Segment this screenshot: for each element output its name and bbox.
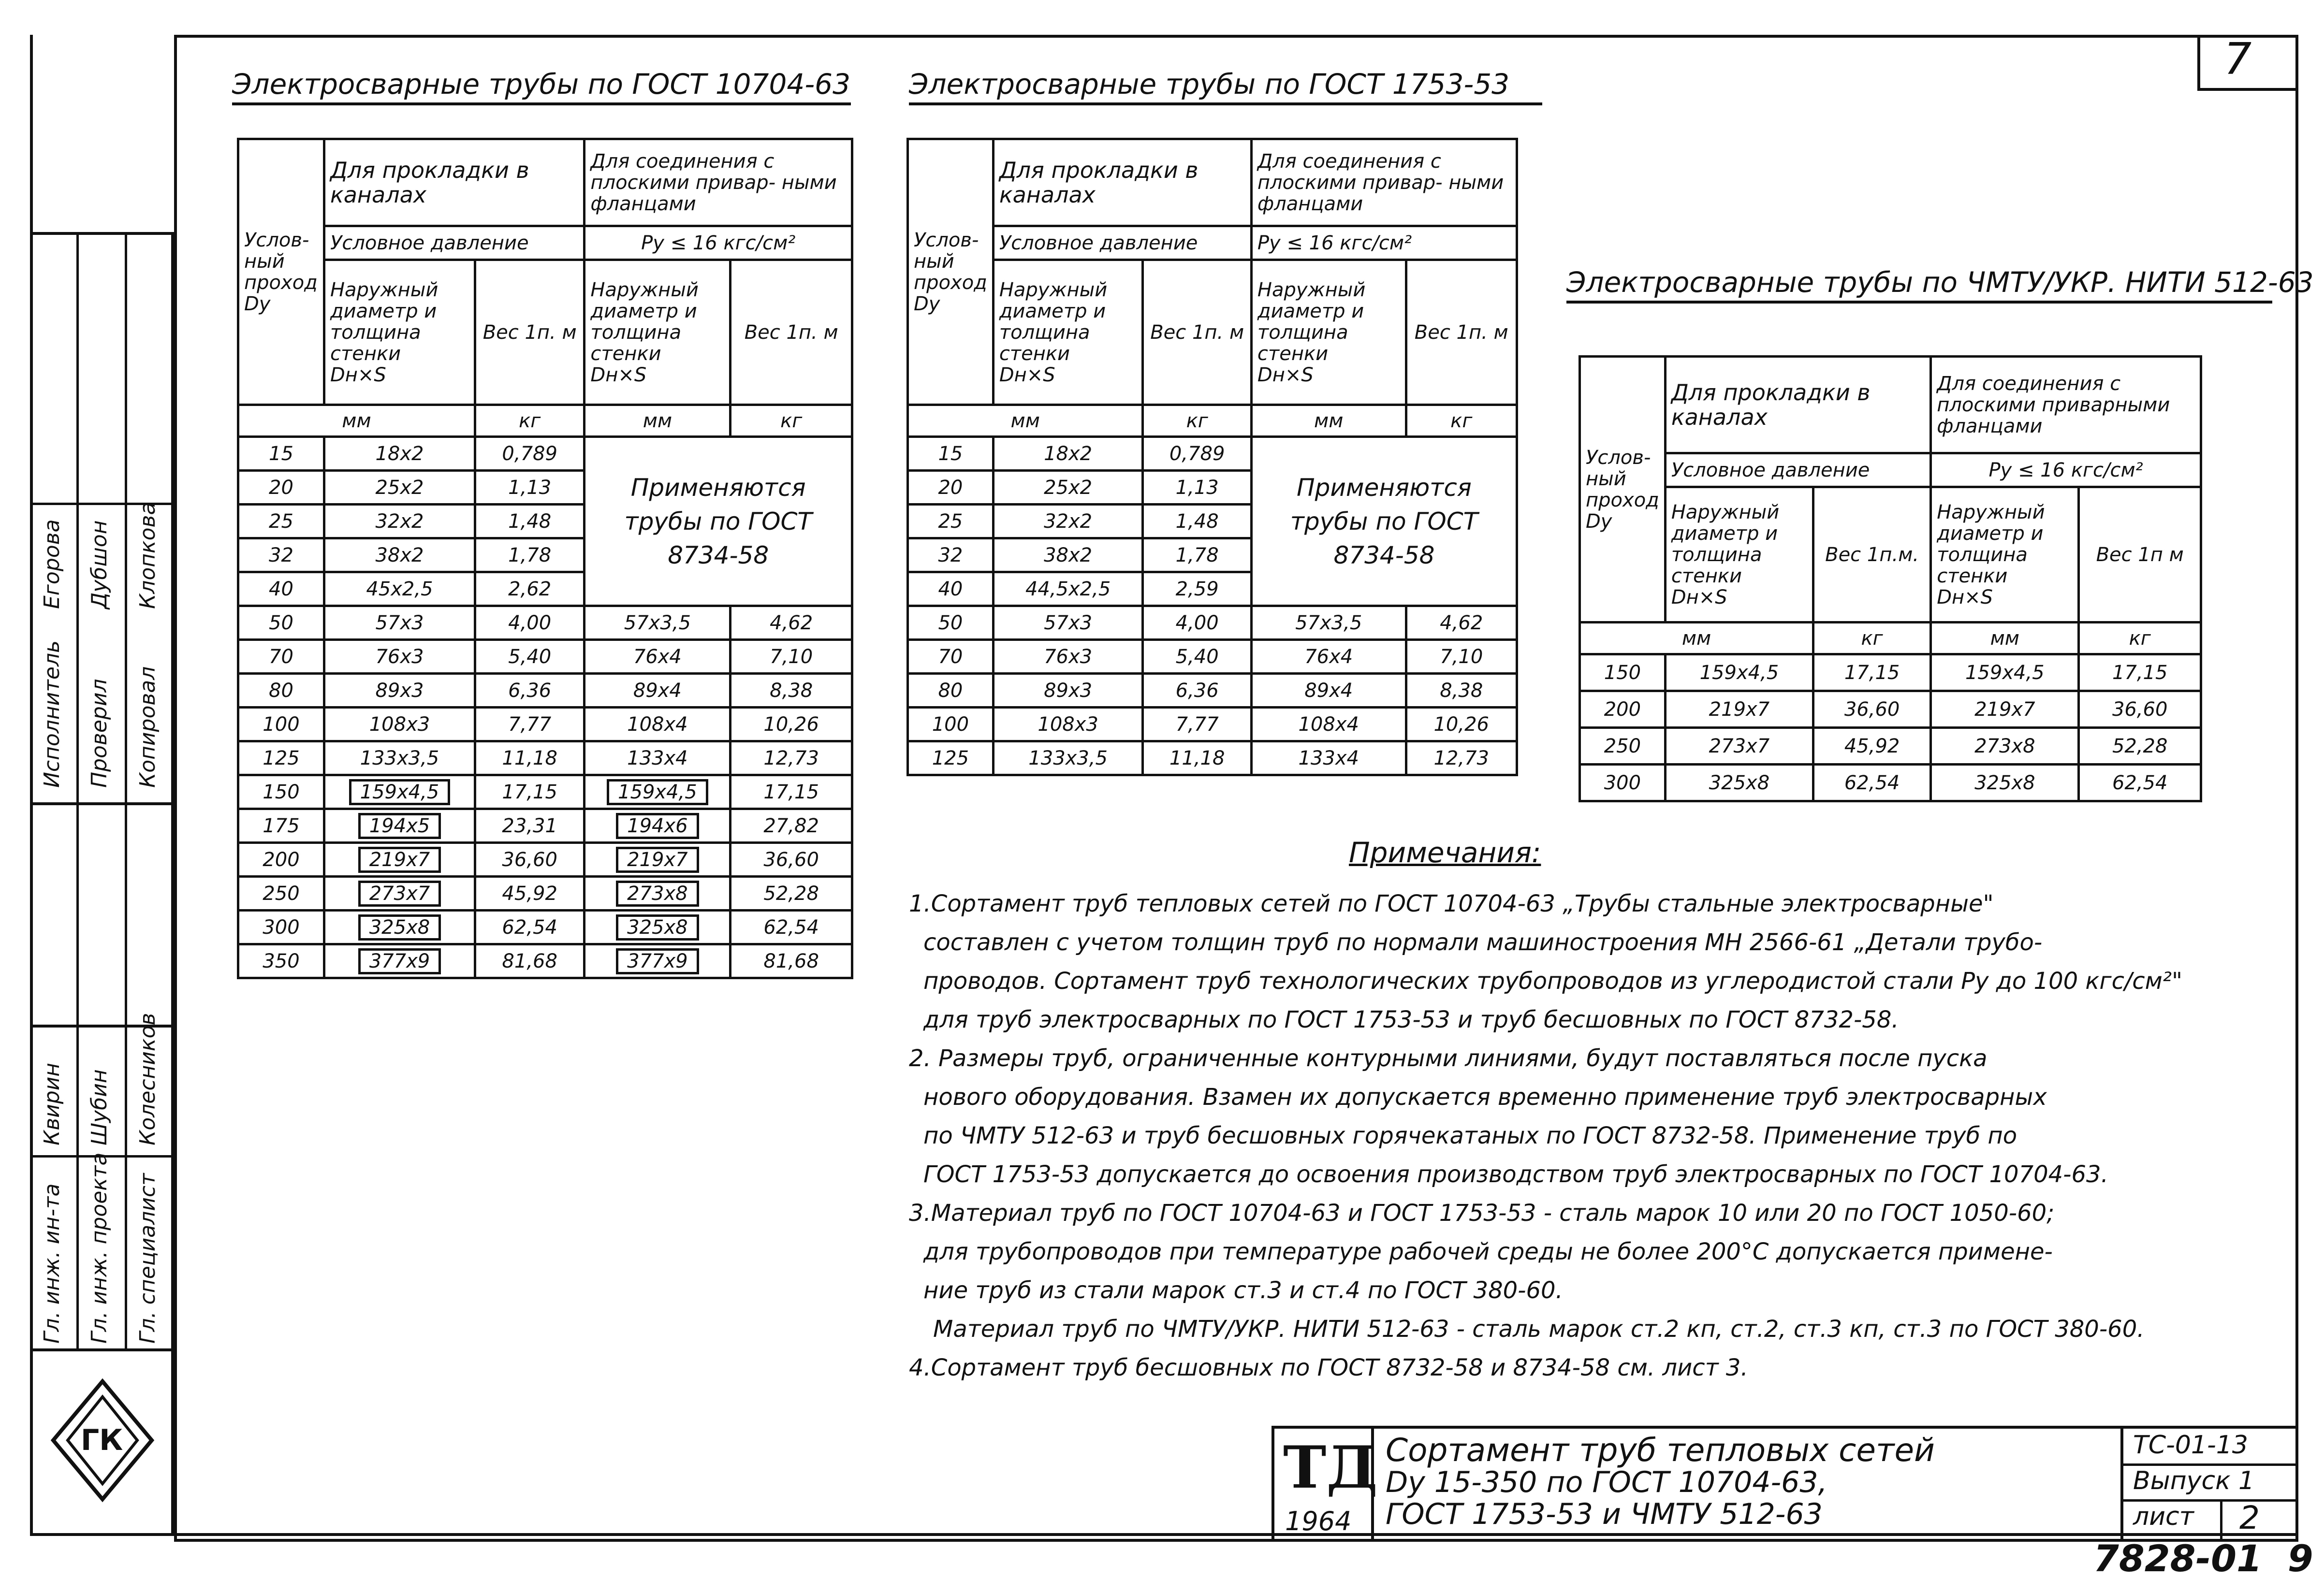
table1-cell: 1,13 bbox=[475, 471, 584, 505]
table3-cell: 200 bbox=[1580, 691, 1666, 728]
note-line: нового оборудования. Взамен их допускается временно применение труб электросварных bbox=[923, 1084, 2047, 1111]
note-line: по ЧМТУ 512-63 и труб бесшовных горячекатаных по ГОСТ 8732-58. Применение труб по bbox=[923, 1122, 2017, 1149]
table3-cell: 219x7 bbox=[1665, 691, 1813, 728]
note-line: 1.Сортамент труб тепловых сетей по ГОСТ 10704-63 „Трубы стальные электросварные" bbox=[909, 890, 1994, 917]
role-copied: Копировал bbox=[135, 666, 160, 788]
table1-row bbox=[238, 843, 852, 877]
table3-cell: 62,54 bbox=[1813, 765, 1931, 801]
table1-row bbox=[238, 640, 852, 674]
table1-cell: 2,62 bbox=[475, 572, 584, 606]
table2-row bbox=[908, 640, 1517, 674]
t2-h-weight2: Вес 1п. м bbox=[1406, 260, 1517, 405]
table1-cell bbox=[324, 944, 475, 978]
name-kolesnikov: Колесников bbox=[135, 1013, 160, 1145]
title-logo: ТД bbox=[1283, 1434, 1378, 1502]
table1-cell bbox=[324, 775, 475, 809]
t2-h-diam2 bbox=[1251, 260, 1406, 405]
table2-cell: 44,5x2,5 bbox=[993, 572, 1143, 606]
notes-block bbox=[909, 884, 2182, 1387]
title-right-cell bbox=[2120, 1429, 2298, 1539]
table1-cell bbox=[585, 843, 731, 877]
table1-cell: 200 bbox=[238, 843, 324, 877]
table2-cell: 70 bbox=[908, 640, 994, 674]
table1-row bbox=[238, 944, 852, 978]
table2-cell: 133x3,5 bbox=[993, 741, 1143, 775]
table2-cell: 18x2 bbox=[993, 437, 1143, 471]
t1-h-flanges: Для соединения с плоскими привар- ными фланцами bbox=[585, 139, 852, 226]
table1-cell: 23,31 bbox=[475, 809, 584, 843]
table1-row bbox=[238, 437, 852, 471]
name-shubin: Шубин bbox=[87, 1069, 112, 1145]
table1-boxed-value: 194x6 bbox=[616, 813, 699, 839]
table1-boxed-value: 159x4,5 bbox=[607, 779, 708, 805]
table1-cell: 57x3 bbox=[324, 606, 475, 640]
table3-cell: 159x4,5 bbox=[1931, 654, 2079, 691]
table2-cell: 11,18 bbox=[1143, 741, 1251, 775]
table1-cell: 133x4 bbox=[585, 741, 731, 775]
t3-h-diam2-text: Наружный диаметр и толщина стенки bbox=[1937, 501, 2045, 587]
table1-cell: 4,62 bbox=[731, 606, 852, 640]
sidebar-col2 bbox=[125, 232, 127, 1348]
table2-row bbox=[908, 606, 1517, 640]
table2-cell: 89x4 bbox=[1251, 674, 1406, 708]
page-number: 7 bbox=[2224, 34, 2252, 85]
table1-row bbox=[238, 606, 852, 640]
table1-row bbox=[238, 674, 852, 708]
table2-cell: 32x2 bbox=[993, 505, 1143, 538]
note-line: проводов. Сортамент труб технологических трубопроводов из углеродистой стали Py до 100 кгс/см²" bbox=[923, 968, 2183, 995]
table2-cell: 57x3 bbox=[993, 606, 1143, 640]
t2-h-pressure-label: Условное давление bbox=[993, 226, 1251, 260]
sidebar-col1 bbox=[76, 232, 79, 1348]
table2-row bbox=[908, 708, 1517, 741]
t3-h-channels: Для прокладки в каналах bbox=[1665, 357, 1930, 453]
table1-boxed-value: 273x7 bbox=[358, 881, 441, 907]
name-egorova: Егорова bbox=[40, 519, 64, 609]
table1-cell: 45,92 bbox=[475, 877, 584, 911]
table2-cell: 108x3 bbox=[993, 708, 1143, 741]
note-line: 2. Размеры труб, ограниченные контурными линиями, будут поставляться после пуска bbox=[909, 1045, 1988, 1072]
t3-h-pressure-label: Условное давление bbox=[1665, 453, 1930, 487]
note-line: 3.Материал труб по ГОСТ 10704-63 и ГОСТ 1753-53 - сталь марок 10 или 20 по ГОСТ 1050-60; bbox=[909, 1200, 2055, 1227]
note-line: составлен с учетом толщин труб по нормали машиностроения МН 2566-61 „Детали трубо- bbox=[923, 929, 2043, 956]
title-sheet-num: 2 bbox=[2239, 1499, 2260, 1536]
t2-h-weight: Вес 1п. м bbox=[1143, 260, 1251, 405]
t1-unit-kg: кг bbox=[475, 405, 584, 437]
table1-cell: 100 bbox=[238, 708, 324, 741]
table2-cell: 57x3,5 bbox=[1251, 606, 1406, 640]
t2-h-flanges: Для соединения с плоскими привар- ными фланцами bbox=[1251, 139, 1517, 226]
table1-boxed-value: 325x8 bbox=[616, 914, 699, 941]
name-klopkova: Клопкова bbox=[135, 502, 160, 609]
table1-cell: 7,10 bbox=[731, 640, 852, 674]
table2-cell: 1,13 bbox=[1143, 471, 1251, 505]
table1-cell: 6,36 bbox=[475, 674, 584, 708]
t1-h-dy: Услов- ный проход Dy bbox=[238, 139, 324, 405]
sidebar-stamp bbox=[30, 232, 174, 1537]
table1-cell: 150 bbox=[238, 775, 324, 809]
t2-h-diam-sym: Dн×S bbox=[999, 363, 1055, 386]
t3-h-diam-sym: Dн×S bbox=[1671, 586, 1727, 608]
table1-cell bbox=[585, 775, 731, 809]
table2-cell: 32 bbox=[908, 538, 994, 572]
table1-cell: 10,26 bbox=[731, 708, 852, 741]
table1-row bbox=[238, 911, 852, 944]
t3-h-weight2: Вес 1п м bbox=[2079, 487, 2201, 623]
table2-cell: 100 bbox=[908, 708, 994, 741]
t2-h-diam2-text: Наружный диаметр и толщина стенки bbox=[1257, 278, 1366, 365]
name-kvirin: Квирин bbox=[40, 1062, 64, 1145]
table1-cell: 1,78 bbox=[475, 538, 584, 572]
table2-cell: 80 bbox=[908, 674, 994, 708]
table1-cell: 45x2,5 bbox=[324, 572, 475, 606]
table1-cell: 18x2 bbox=[324, 437, 475, 471]
table3-body bbox=[1580, 654, 2201, 801]
table1-row bbox=[238, 741, 852, 775]
t1-h-pressure-label: Условное давление bbox=[324, 226, 584, 260]
table2-cell: 4,62 bbox=[1406, 606, 1517, 640]
t1-h-diam bbox=[324, 260, 475, 405]
table2-title: Электросварные трубы по ГОСТ 1753-53 bbox=[909, 68, 1542, 105]
table1-cell: 81,68 bbox=[475, 944, 584, 978]
table2-cell: 25 bbox=[908, 505, 994, 538]
table2-row bbox=[908, 674, 1517, 708]
title-right-sep1 bbox=[2123, 1463, 2298, 1466]
table1-cell: 12,73 bbox=[731, 741, 852, 775]
table2-cell: 25x2 bbox=[993, 471, 1143, 505]
table1-cell: 133x3,5 bbox=[324, 741, 475, 775]
table1-cell: 32 bbox=[238, 538, 324, 572]
table3-row bbox=[1580, 765, 2201, 801]
table1-cell: 7,77 bbox=[475, 708, 584, 741]
table2-cell: 7,10 bbox=[1406, 640, 1517, 674]
table1-cell: 5,40 bbox=[475, 640, 584, 674]
table3-cell: 150 bbox=[1580, 654, 1666, 691]
t1-h-diam-sym: Dн×S bbox=[330, 363, 386, 386]
table1-body bbox=[238, 437, 852, 978]
title-sheet-label: лист bbox=[2133, 1502, 2194, 1531]
table3-cell: 325x8 bbox=[1665, 765, 1813, 801]
bottom-stamp: 7828-01 9 bbox=[2093, 1537, 2313, 1580]
t1-h-diam2-text: Наружный диаметр и толщина стенки bbox=[590, 278, 699, 365]
table3-row bbox=[1580, 654, 2201, 691]
table2-row bbox=[908, 741, 1517, 775]
table1-cell: 50 bbox=[238, 606, 324, 640]
t3-h-flanges: Для соединения с плоскими приварными фланцами bbox=[1931, 357, 2201, 453]
table1-cell bbox=[585, 877, 731, 911]
note-line: ГОСТ 1753-53 допускается до освоения производством труб электросварных по ГОСТ 10704-63. bbox=[923, 1161, 2108, 1188]
note-line: для труб электросварных по ГОСТ 1753-53 и труб бесшовных по ГОСТ 8732-58. bbox=[923, 1006, 1899, 1033]
table1-cell: 89x4 bbox=[585, 674, 731, 708]
table1-boxed-value: 159x4,5 bbox=[349, 779, 451, 805]
table1-title: Электросварные трубы по ГОСТ 10704-63 bbox=[232, 68, 851, 105]
table1-cell: 62,54 bbox=[731, 911, 852, 944]
table1-boxed-value: 325x8 bbox=[358, 914, 441, 941]
table1-cell: 89x3 bbox=[324, 674, 475, 708]
table1-row bbox=[238, 877, 852, 911]
table2-cell: 7,77 bbox=[1143, 708, 1251, 741]
role-executor: Исполнитель bbox=[40, 640, 64, 788]
t1-unit-mm2: мм bbox=[585, 405, 731, 437]
role-checked: Проверил bbox=[87, 679, 112, 788]
t1-unit-kg2: кг bbox=[731, 405, 852, 437]
table3-cell: 273x8 bbox=[1931, 728, 2079, 765]
note-line: ние труб из стали марок ст.3 и ст.4 по ГОСТ 380-60. bbox=[923, 1277, 1563, 1304]
t3-h-weight: Вес 1п.м. bbox=[1813, 487, 1931, 623]
t1-h-pressure-value: Pу ≤ 16 кгс/см² bbox=[585, 226, 852, 260]
table1-cell: 125 bbox=[238, 741, 324, 775]
title-block bbox=[1272, 1426, 2295, 1539]
table1-cell bbox=[585, 944, 731, 978]
table1-boxed-value: 377x9 bbox=[358, 948, 441, 974]
table1-cell: 11,18 bbox=[475, 741, 584, 775]
t2-h-diam-text: Наружный диаметр и толщина стенки bbox=[999, 278, 1108, 365]
table3-cell: 159x4,5 bbox=[1665, 654, 1813, 691]
table3-title: Электросварные трубы по ЧМТУ/УКР. НИТИ 512-63 bbox=[1566, 266, 2272, 304]
t2-h-pressure-value: Pу ≤ 16 кгс/см² bbox=[1251, 226, 1517, 260]
t1-h-diam2-sym: Dн×S bbox=[590, 363, 647, 386]
table2-cell: 133x4 bbox=[1251, 741, 1406, 775]
table3-cell: 17,15 bbox=[2079, 654, 2201, 691]
note-line: Материал труб по ЧМТУ/УКР. НИТИ 512-63 - сталь марок ст.2 кп, ст.2, ст.3 кп, ст.3 по ГОСТ 380-60. bbox=[933, 1316, 2145, 1343]
t1-h-diam-text: Наружный диаметр и толщина стенки bbox=[330, 278, 438, 365]
title-line3: ГОСТ 1753-53 и ЧМТУ 512-63 bbox=[1386, 1497, 1823, 1531]
table1-boxed-value: 273x8 bbox=[616, 881, 699, 907]
table2-cell: 20 bbox=[908, 471, 994, 505]
table1-cell: 32x2 bbox=[324, 505, 475, 538]
table2-applied-note: Применяются трубы по ГОСТ 8734-58 bbox=[1251, 437, 1517, 606]
note-line: для трубопроводов при температуре рабочей среды не более 200°С допускается примене- bbox=[923, 1238, 2053, 1265]
table1-cell: 17,15 bbox=[475, 775, 584, 809]
t1-h-channels: Для прокладки в каналах bbox=[324, 139, 584, 226]
table1-cell: 350 bbox=[238, 944, 324, 978]
t3-unit-mm2: мм bbox=[1931, 623, 2079, 654]
t3-h-diam2-sym: Dн×S bbox=[1937, 586, 1993, 608]
table3-row bbox=[1580, 728, 2201, 765]
table3-cell: 273x7 bbox=[1665, 728, 1813, 765]
table1-cell: 1,48 bbox=[475, 505, 584, 538]
table1-cell bbox=[324, 911, 475, 944]
table1-applied-note: Применяются трубы по ГОСТ 8734-58 bbox=[585, 437, 852, 606]
t3-h-diam bbox=[1665, 487, 1813, 623]
table1-cell bbox=[585, 911, 731, 944]
table1-cell: 15 bbox=[238, 437, 324, 471]
table1-cell bbox=[324, 843, 475, 877]
table1-boxed-value: 377x9 bbox=[616, 948, 699, 974]
table1-cell: 57x3,5 bbox=[585, 606, 731, 640]
table3-cell: 62,54 bbox=[2079, 765, 2201, 801]
title-code: ТС-01-13 bbox=[2133, 1431, 2248, 1460]
table1-cell: 250 bbox=[238, 877, 324, 911]
table3-cell: 219x7 bbox=[1931, 691, 2079, 728]
title-right-sep2 bbox=[2123, 1499, 2298, 1502]
t2-h-dy: Услов- ный проход Dy bbox=[908, 139, 994, 405]
role-chief-specialist: Гл. специалист bbox=[135, 1173, 160, 1344]
table2-cell: 1,78 bbox=[1143, 538, 1251, 572]
t2-h-diam2-sym: Dн×S bbox=[1257, 363, 1314, 386]
table3-cell: 17,15 bbox=[1813, 654, 1931, 691]
table2-cell: 12,73 bbox=[1406, 741, 1517, 775]
table2-cell: 40 bbox=[908, 572, 994, 606]
table1-cell: 38x2 bbox=[324, 538, 475, 572]
t3-unit-mm: мм bbox=[1580, 623, 1813, 654]
table1-cell: 0,789 bbox=[475, 437, 584, 471]
table2-cell: 0,789 bbox=[1143, 437, 1251, 471]
t1-h-weight2: Вес 1п. м bbox=[731, 260, 852, 405]
t2-h-channels: Для прокладки в каналах bbox=[993, 139, 1251, 226]
table1-boxed-value: 219x7 bbox=[358, 847, 441, 873]
sidebar-sep5 bbox=[30, 1348, 171, 1351]
table1-cell: 8,38 bbox=[731, 674, 852, 708]
role-chief-engineer: Гл. инж. ин-та bbox=[40, 1183, 64, 1344]
t3-unit-kg2: кг bbox=[2079, 623, 2201, 654]
table1-cell: 80 bbox=[238, 674, 324, 708]
t2-unit-mm: мм bbox=[908, 405, 1143, 437]
table1-row bbox=[238, 809, 852, 843]
table2-cell: 108x4 bbox=[1251, 708, 1406, 741]
table2-cell: 50 bbox=[908, 606, 994, 640]
t3-h-diam-text: Наружный диаметр и толщина стенки bbox=[1671, 501, 1780, 587]
table3 bbox=[1579, 355, 2202, 802]
table1-cell: 20 bbox=[238, 471, 324, 505]
notes-heading: Примечания: bbox=[1349, 836, 1541, 869]
table1-cell: 62,54 bbox=[475, 911, 584, 944]
table1-cell: 175 bbox=[238, 809, 324, 843]
table2-body bbox=[908, 437, 1517, 775]
t1-h-weight: Вес 1п. м bbox=[475, 260, 584, 405]
table1-cell: 70 bbox=[238, 640, 324, 674]
table2-cell: 1,48 bbox=[1143, 505, 1251, 538]
table1-boxed-value: 219x7 bbox=[616, 847, 699, 873]
table1-cell: 25x2 bbox=[324, 471, 475, 505]
table2-cell: 6,36 bbox=[1143, 674, 1251, 708]
t2-unit-mm2: мм bbox=[1251, 405, 1406, 437]
table3-cell: 52,28 bbox=[2079, 728, 2201, 765]
t3-h-diam2 bbox=[1931, 487, 2079, 623]
table1-cell: 300 bbox=[238, 911, 324, 944]
t3-h-pressure-value: Pу ≤ 16 кгс/см² bbox=[1931, 453, 2201, 487]
table2 bbox=[906, 138, 1518, 776]
t2-unit-kg2: кг bbox=[1406, 405, 1517, 437]
table1-cell bbox=[585, 809, 731, 843]
t2-unit-kg: кг bbox=[1143, 405, 1251, 437]
t1-h-diam2 bbox=[585, 260, 731, 405]
table1 bbox=[237, 138, 853, 979]
t1-unit-mm: мм bbox=[238, 405, 475, 437]
table2-cell: 2,59 bbox=[1143, 572, 1251, 606]
table1-cell: 81,68 bbox=[731, 944, 852, 978]
table3-cell: 36,60 bbox=[2079, 691, 2201, 728]
table3-cell: 250 bbox=[1580, 728, 1666, 765]
table2-cell: 125 bbox=[908, 741, 994, 775]
table2-cell: 4,00 bbox=[1143, 606, 1251, 640]
title-line1: Сортамент труб тепловых сетей bbox=[1386, 1432, 1935, 1469]
table1-cell bbox=[324, 809, 475, 843]
table2-cell: 76x3 bbox=[993, 640, 1143, 674]
table2-cell: 15 bbox=[908, 437, 994, 471]
table1-cell: 36,60 bbox=[731, 843, 852, 877]
table1-cell: 40 bbox=[238, 572, 324, 606]
table2-cell: 76x4 bbox=[1251, 640, 1406, 674]
table2-cell: 5,40 bbox=[1143, 640, 1251, 674]
table1-row bbox=[238, 708, 852, 741]
table1-boxed-value: 194x5 bbox=[358, 813, 441, 839]
table1-cell: 76x4 bbox=[585, 640, 731, 674]
table1-cell: 17,15 bbox=[731, 775, 852, 809]
table3-cell: 325x8 bbox=[1931, 765, 2079, 801]
table1-cell: 108x3 bbox=[324, 708, 475, 741]
sidebar-sep2 bbox=[30, 802, 171, 805]
table1-cell: 4,00 bbox=[475, 606, 584, 640]
note-line: 4.Сортамент труб бесшовных по ГОСТ 8732-58 и 8734-58 см. лист 3. bbox=[909, 1354, 1748, 1381]
table2-row bbox=[908, 437, 1517, 471]
title-line2: Dy 15-350 по ГОСТ 10704-63, bbox=[1386, 1465, 1827, 1499]
table3-cell: 300 bbox=[1580, 765, 1666, 801]
table1-cell: 108x4 bbox=[585, 708, 731, 741]
table1-cell bbox=[324, 877, 475, 911]
title-year: 1964 bbox=[1285, 1506, 1352, 1536]
table1-cell: 36,60 bbox=[475, 843, 584, 877]
table3-cell: 45,92 bbox=[1813, 728, 1931, 765]
table3-row bbox=[1580, 691, 2201, 728]
t2-h-diam bbox=[993, 260, 1143, 405]
table3-cell: 36,60 bbox=[1813, 691, 1931, 728]
name-dubshon: Дубшон bbox=[87, 520, 112, 609]
role-project-engineer: Гл. инж. проекта bbox=[87, 1152, 112, 1344]
table2-cell: 10,26 bbox=[1406, 708, 1517, 741]
emblem-text: ГК bbox=[81, 1423, 123, 1457]
table1-row bbox=[238, 775, 852, 809]
title-issue: Выпуск 1 bbox=[2133, 1466, 2255, 1495]
table2-cell: 89x3 bbox=[993, 674, 1143, 708]
title-right-vsep bbox=[2220, 1499, 2222, 1539]
table1-cell: 25 bbox=[238, 505, 324, 538]
t3-h-dy: Услов- ный проход Dy bbox=[1580, 357, 1666, 623]
table1-cell: 76x3 bbox=[324, 640, 475, 674]
table2-cell: 8,38 bbox=[1406, 674, 1517, 708]
table2-cell: 38x2 bbox=[993, 538, 1143, 572]
table1-cell: 27,82 bbox=[731, 809, 852, 843]
t3-unit-kg: кг bbox=[1813, 623, 1931, 654]
table1-cell: 52,28 bbox=[731, 877, 852, 911]
